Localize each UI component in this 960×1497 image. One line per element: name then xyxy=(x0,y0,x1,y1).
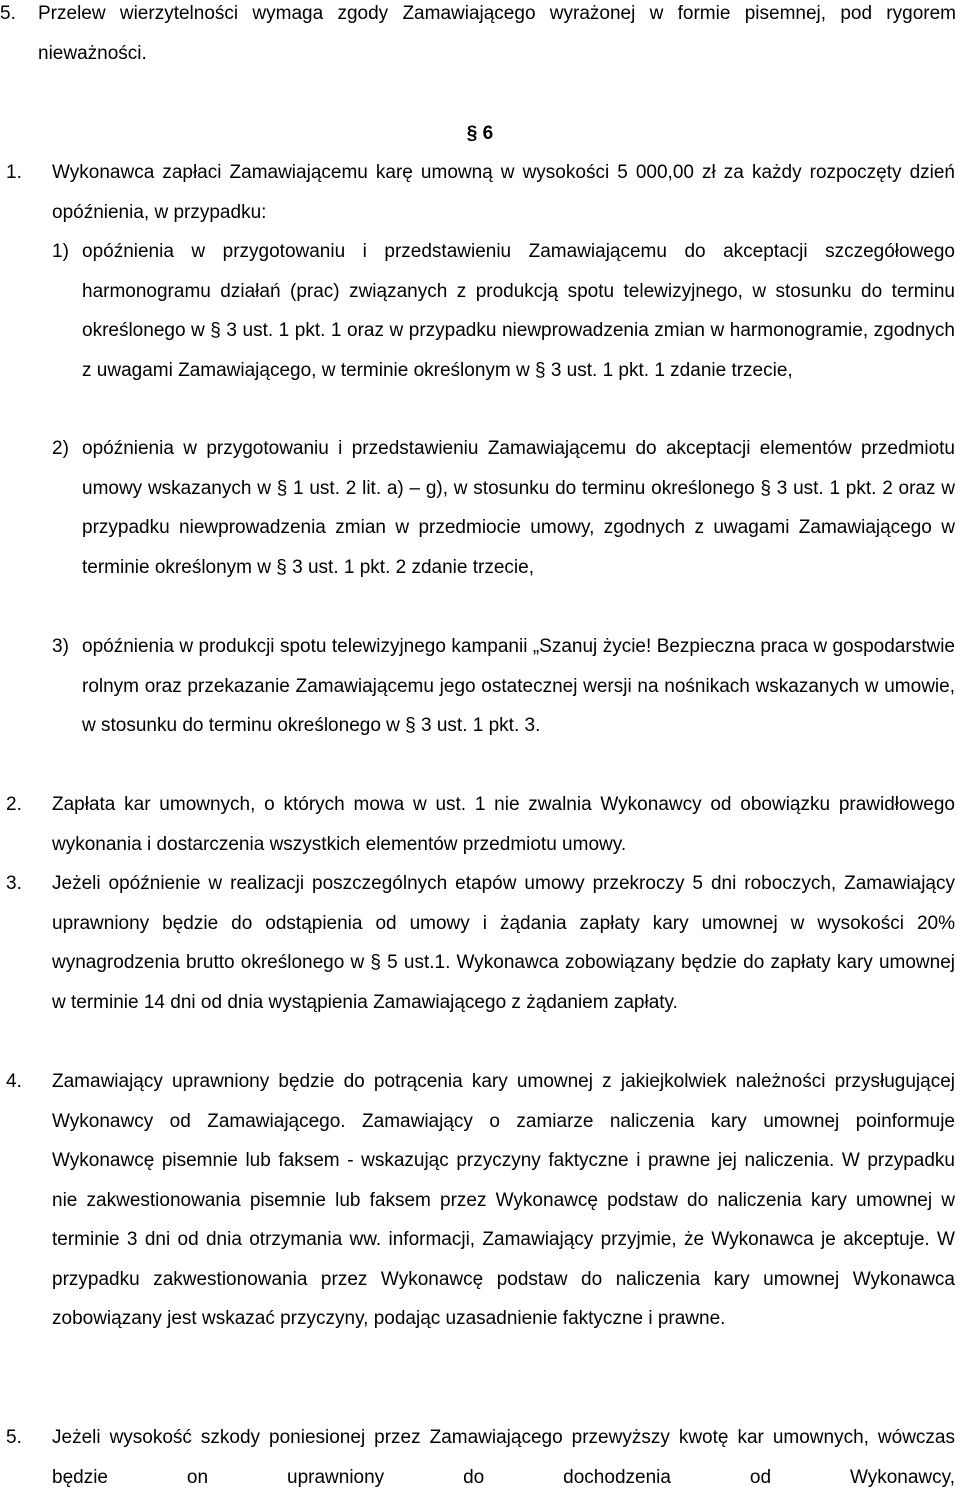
paragraph-2-obligation: Zapłata kar umownych, o których mowa w ust. 1 nie zwalnia Wykonawcy od obowiązku prawidłowego wykonania i dostarczenia wszystkich elementów przedmiotu umowy. xyxy=(52,794,955,855)
item-number: 4. xyxy=(6,1071,22,1092)
subitem-3-production: opóźnienia w produkcji spotu telewizyjnego kampanii „Szanuj życie! Bezpieczna praca w gospodarstwie rolnym oraz przekazanie Zamawiającemu jego ostatecznej wersji na nośnikach wskazanych w umowie, w stosunku do terminu określonego w § 3 ust. 1 pkt. 3. xyxy=(82,636,955,736)
item-number: 2. xyxy=(6,794,22,815)
subitem-number: 3) xyxy=(52,636,69,657)
item-number: 5. xyxy=(0,3,16,24)
paragraph-5-assignment: Przelew wierzytelności wymaga zgody Zamawiającego wyrażonej w formie pisemnej, pod rygorem nieważności. xyxy=(38,3,956,64)
item-number: 5. xyxy=(6,1427,22,1448)
paragraph-3-withdrawal: Jeżeli opóźnienie w realizacji poszczególnych etapów umowy przekroczy 5 dni roboczych, Zamawiający uprawniony będzie do odstąpienia od umowy i żądania zapłaty kary umownej w wysokości 20% wynagrodzenia brutto określonego w § 5 ust.1. Wykonawca zobowiązany będzie do zapłaty kary umownej w terminie 14 dni od dnia wystąpienia Zamawiającego z żądaniem zapłaty. xyxy=(52,873,955,1013)
subitem-2-elements: opóźnienia w przygotowaniu i przedstawieniu Zamawiającemu do akceptacji elementów przedmiotu umowy wskazanych w § 1 ust. 2 lit. a) – g), w stosunku do terminu określonego § 3 ust. 1 pkt. 2 oraz w przypadku niewprowadzenia zmian w przedmiocie umowy, zgodnych z uwagami Zamawiającego w terminie określonym w § 3 ust. 1 pkt. 2 zdanie trzecie, xyxy=(82,438,955,578)
subitem-number: 1) xyxy=(52,241,69,262)
subitem-1-harmonogram: opóźnienia w przygotowaniu i przedstawieniu Zamawiającemu do akceptacji szczegółowego harmonogramu działań (prac) związanych z produkcją spotu telewizyjnego, w stosunku do terminu określonego w § 3 ust. 1 pkt. 1 oraz w przypadku niewprowadzenia zmian w harmonogramie, zgodnych z uwagami Zamawiającego, w terminie określonym w § 3 ust. 1 pkt. 1 zdanie trzecie, xyxy=(82,241,955,381)
paragraph-4-deduction: Zamawiający uprawniony będzie do potrącenia kary umownej z jakiejkolwiek należności przysługującej Wykonawcy od Zamawiającego. Zamawiający o zamiarze naliczenia kary umownej poinformuje Wykonawcę pisemnie lub faksem - wskazując przyczyny faktyczne i prawne jej naliczenia. W przypadku nie zakwestionowania pisemnie lub faksem przez Wykonawcę podstaw do naliczenia kary umownej w terminie 3 dni od dnia otrzymania ww. informacji, Zamawiający przyjmie, że Wykonawca je akceptuje. W przypadku zakwestionowania przez Wykonawcę podstaw do naliczenia kary umownej Wykonawca zobowiązany jest wskazać przyczyny, podając uzasadnienie faktyczne i prawne. xyxy=(52,1071,955,1329)
item-number: 1. xyxy=(6,162,22,183)
item-number: 3. xyxy=(6,873,22,894)
paragraph-1-penalty-intro: Wykonawca zapłaci Zamawiającemu karę umowną w wysokości 5 000,00 zł za każdy rozpoczęty dzień opóźnienia, w przypadku: xyxy=(52,162,955,223)
section-heading: § 6 xyxy=(466,123,494,144)
paragraph-5-damages: Jeżeli wysokość szkody poniesionej przez Zamawiającego przewyższy kwotę kar umownych, wówczas będzie on uprawniony do dochodzenia od Wykonawcy, xyxy=(52,1427,955,1488)
subitem-number: 2) xyxy=(52,438,69,459)
